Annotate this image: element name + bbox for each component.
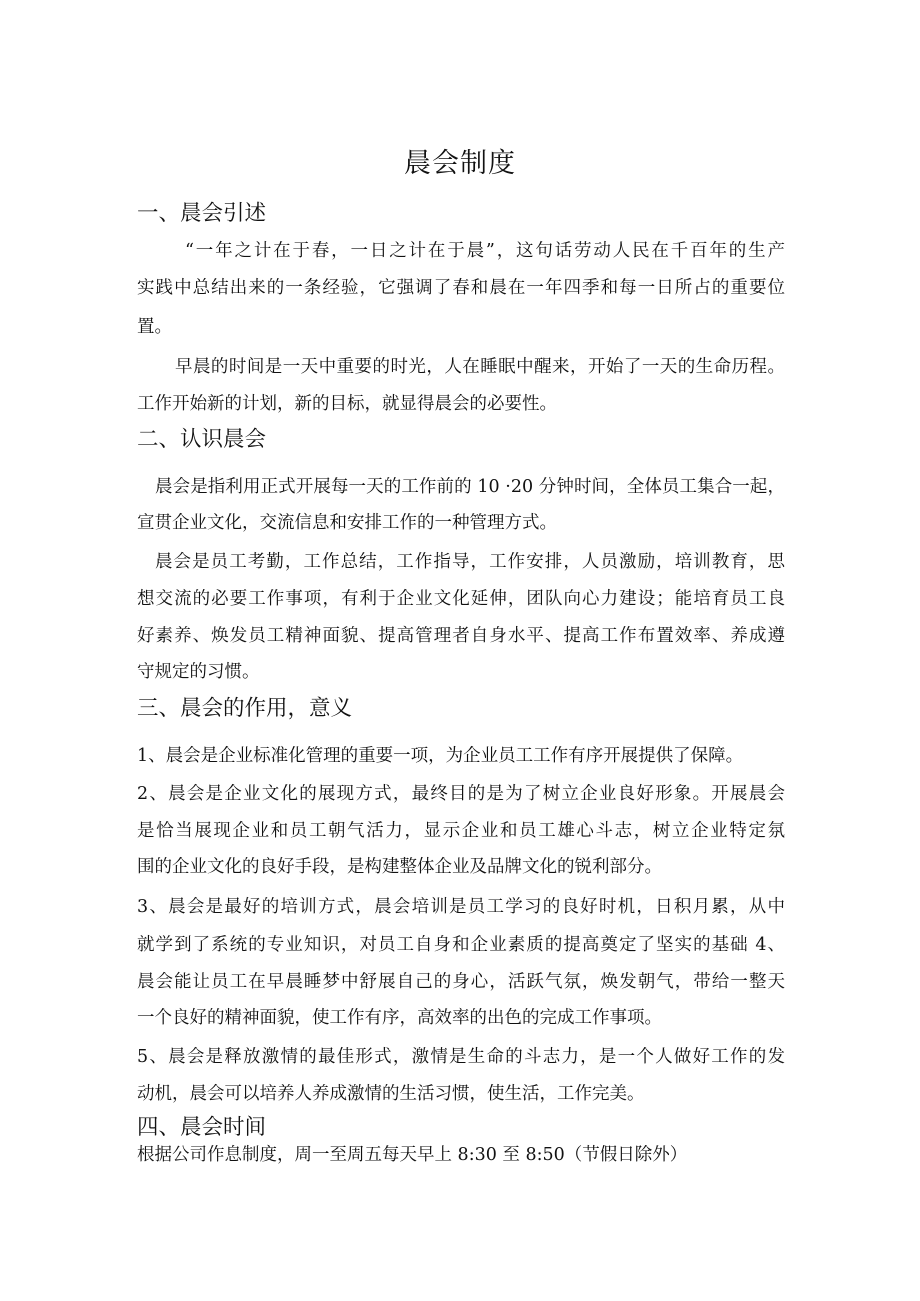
section-2-line-3: 晨会是员工考勤，工作总结，工作指导，工作安排，人员激励，培训教育，思	[155, 552, 785, 572]
section-3-line-6: 就学到了系统的专业知识，对员工自身和企业素质的提高奠定了坚实的基础 4、	[137, 935, 785, 955]
section-3-line-2: 2、晨会是企业文化的展现方式，最终目的是为了树立企业良好形象。开展晨会	[137, 784, 785, 804]
section-4-line-1: 根据公司作息制度，周一至周五每天早上 8:30 至 8:50（节假日除外）	[137, 1145, 688, 1165]
section-2-line-6: 守规定的习惯。	[137, 662, 260, 682]
section-3-line-1: 1、晨会是企业标准化管理的重要一项，为企业员工工作有序开展提供了保障。	[137, 746, 744, 766]
section-2-line-2: 宣贯企业文化，交流信息和安排工作的一种管理方式。	[137, 513, 557, 533]
section-3-line-8: 一个良好的精神面貌，使工作有序，高效率的出色的完成工作事项。	[137, 1008, 662, 1028]
section-3-line-3: 是恰当展现企业和员工朝气活力，显示企业和员工雄心斗志，树立企业特定氛	[137, 821, 785, 841]
section-4-heading: 四、晨会时间	[137, 1115, 267, 1140]
section-3-line-9: 5、晨会是释放激情的最佳形式，激情是生命的斗志力，是一个人做好工作的发	[137, 1047, 785, 1067]
section-3-heading: 三、晨会的作用，意义	[137, 696, 353, 721]
section-2-line-5: 好素养、焕发员工精神面貌、提高管理者自身水平、提高工作布置效率、养成遵	[137, 626, 785, 646]
section-1-heading: 一、晨会引述	[137, 201, 267, 226]
section-3-line-5: 3、晨会是最好的培训方式，晨会培训是员工学习的良好时机，日积月累，从中	[137, 897, 785, 917]
section-2-line-4: 想交流的必要工作事项，有利于企业文化延伸，团队向心力建设；能培育员工良	[137, 589, 785, 609]
section-1-line-5: 工作开始新的计划，新的目标，就显得晨会的必要性。	[137, 394, 557, 414]
section-2-heading: 二、认识晨会	[137, 427, 267, 452]
section-3-line-7: 晨会能让员工在早晨睡梦中舒展自己的身心，活跃气氛，焕发朝气，带给一整天	[137, 972, 785, 992]
section-1-line-3: 置。	[137, 317, 172, 337]
section-1-line-2: 实践中总结出来的一条经验，它强调了春和晨在一年四季和每一日所占的重要位	[137, 278, 785, 298]
section-3-line-4: 围的企业文化的良好手段，是构建整体企业及品牌文化的锐利部分。	[137, 857, 662, 877]
section-1-line-1: “一年之计在于春，一日之计在于晨”，这句话劳动人民在千百年的生产	[185, 241, 785, 261]
section-3-line-10: 动机，晨会可以培养人养成激情的生活习惯，使生活，工作完美。	[137, 1084, 645, 1104]
section-1-line-4: 早晨的时间是一天中重要的时光，人在睡眠中醒来，开始了一天的生命历程。	[175, 357, 785, 377]
document-title: 晨会制度	[404, 148, 516, 179]
section-2-line-1: 晨会是指利用正式开展每一天的工作前的 10 ·20 分钟时间，全体员工集合一起，	[155, 477, 785, 497]
